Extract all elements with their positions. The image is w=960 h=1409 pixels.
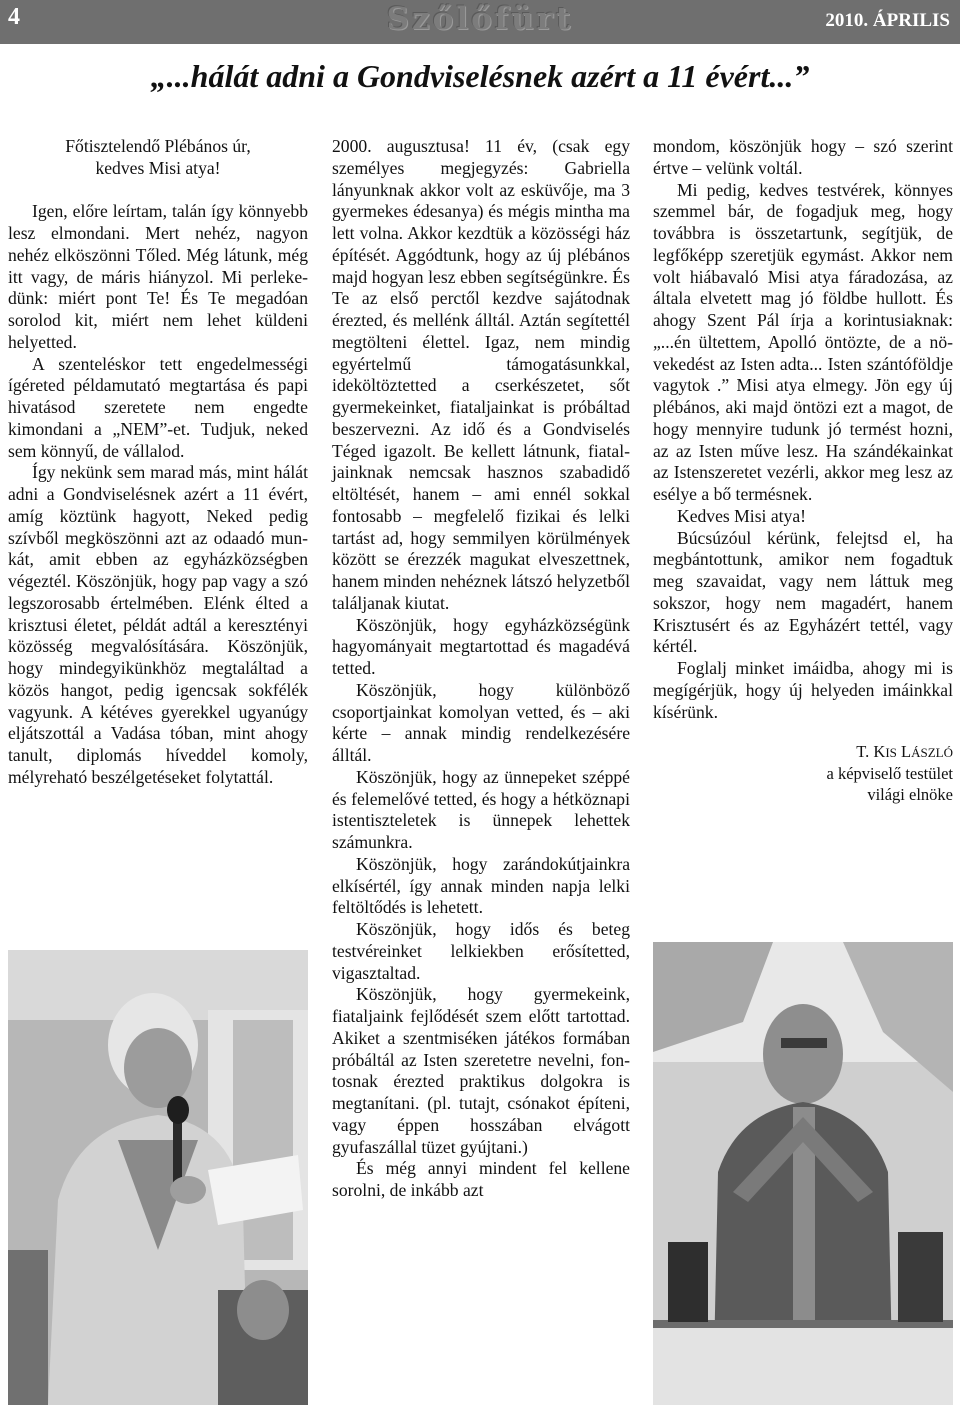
masthead-title: Szőlőfürt — [386, 1, 574, 37]
article-column-2 — [332, 136, 630, 1202]
blank-line — [8, 180, 308, 202]
paragraph: Köszönjük, hogy idős és beteg testvéreinket lelkiekben erősítetted, vigasztaltad. — [332, 919, 630, 983]
paragraph: És még annyi mindent fel kellene sorolni, de inkább azt — [332, 1158, 630, 1200]
paragraph: Búcsúzóul kérünk, felejtsd el, ha megbántottunk, amikor nem fogadtuk meg szavaidat, vagy nem láttuk meg sokszor, hogy nem magadért, hanem Krisztusért és az Egyházért tettél, vagy kértél. — [653, 527, 953, 657]
paragraph: A szenteléskor tett engedelmességi ígéreted példamutató megtartása és papi hivatásod szeretete nem engedte kimondani a „NEM”-et. Tudjuk, neked sem könnyű, de vállalod. — [8, 353, 308, 461]
paragraph: Foglalj minket imáidba, ahogy mi is megígérjük, hogy új helyeden imáinkkal kísérünk. — [653, 658, 953, 722]
paragraph: Köszönjük, hogy zarándokútjainkra elkísértél, így annak minden napja lelki feltöltődés is lehetett. — [332, 853, 630, 918]
signature-role-line-2: világi elnöke — [867, 785, 953, 805]
paragraph: Kedves Misi atya! — [677, 505, 806, 526]
signature-role-line-1: a képviselő testület — [826, 764, 953, 784]
article-column-3 — [653, 136, 953, 805]
photo-speaker-illustration — [8, 950, 308, 1405]
salutation-line-1: Főtisztelendő Plébános úr, — [65, 136, 251, 156]
page-header — [0, 0, 960, 44]
paragraph: Köszönjük, hogy az ünnepeket széppé és felemelővé tetted, és hogy a hétköznapi istentiszteletek is ünnepek lehettek számunkra. — [332, 766, 630, 852]
photo-speaker-with-microphone — [8, 950, 308, 1405]
paragraph: 2000. augusztusa! 11 év, (csak egy személyes megjegyzés: Gabriella lányunknak akkor volt az esküvője, ma 3 gyermekes édesanya) és mégis mintha ma lett volna. Akkor kezdtük a közösségi ház építését. Aggódtunk, hogy az új plébános majd hogyan lesz ebben segítségünkre. És Te az első perctől kezdve sajátodnak érezted, és mellénk álltál. Aztán segítettél megtölteni élettel. Igaz, nem mindig egyértelmű támogatásunkkal, ideköltöztetted a cserkészetet, sőt gyermekeinket, fiataljainkat is próbáltad beszervezni. Az idő és a Gondviselés Téged igazolt. Be kellett látnunk, fiataljainknak nemcsak hasznos szabadidő eltöltését, hanem – ami ennél sokkal fontosabb – megfelelő fizikai és lelki tartást ad, hogy semmilyen körülmények között se érezzék magukat elveszettnek, hanem minden nehéznek látszó helyzetből találjanak kiutat. — [332, 136, 631, 613]
paragraph: Mi pedig, kedves testvérek, könnyes szemmel bár, de fogadjuk meg, hogy továbbra is összetartunk, segítjük, de legfőképp szeretjük egymást. Akkor nem volt hiábavaló Misi atya fáradozása, az általa elvetett mag jó földbe hullott. És ahogy Szent Pál írja a korintusiaknak: „...én ültettem, Apolló öntözte, de a növekedést az Isten adta... Isten szántóföldje vagytok .” Misi atya elmegy. Jön egy új plébános, aki majd öntözi ezt a magot, de hogy mennyire tudunk jó termést hozni, az az Isten műve lesz. Ha szándékainkat az Istenszeretet vezérli, akkor meg lesz az esélye a bő termésnek. — [653, 179, 953, 504]
page-number: 4 — [8, 4, 20, 30]
paragraph: mondom, köszönjük hogy – szó szerint értve – velünk voltál. — [653, 136, 953, 178]
article-headline: „...hálát adni a Gondviselésnek azért a 11 évért...” — [150, 58, 810, 94]
paragraph: Köszönjük, hogy különböző csoportjainkat komolyan vetted, és – aki kérte – annak mindig rendelkezésére álltál. — [332, 679, 630, 765]
photo-priest-at-altar — [653, 942, 953, 1405]
paragraph: Köszönjük, hogy gyermekeink, fiataljaink fejlődését szem előtt tartottad. Akiket a szentmiséken játékos formában próbáltál az Isten szeretetre nevelni, fontosnak érezted praktikus dolgokra is megtanítani. (pl. tutajt, csónakot építeni, vagy éppen hosszában elvágott gyufaszállal tüzet gyújtani.) — [332, 984, 630, 1157]
paragraph: Igen, előre leírtam, talán így könnyebb lesz elmondani. Mert nehéz, nagyon nehéz elköszönni Tőled. Még látunk, még itt vagy, de máris hiányzol. Mi perlekedünk: miért pont Te! És Te megadóan sorolod kit, miért nem lehet küldeni helyetted. — [8, 201, 308, 352]
article-column-1 — [8, 136, 308, 789]
paragraph: Köszönjük, hogy egyházközségünk hagyományait megtartottad és magadévá tetted. — [332, 614, 630, 678]
paragraph: Így nekünk sem marad más, mint hálát adni a Gondviselésnek azért a 11 évért, amíg köztünk hagyott, Neked pedig szívből megköszönni azt az odaadó munkát, amit ebben az egyházközségben végeztél. Köszönjük, hogy pap vagy a szó legszorosabb értelmében. Elénk élted a krisztusi életet, példát adtál a keresztényi közösség megvalósítására. Köszönjük, hogy mindegyikünkhöz megtaláltad a közös hangot, pedig igencsak sokfélék vagyunk. A kétéves gyerekkel ugyanúgy eljátszottál a Vadása tóban, mint ahogy tanult, diplomás híveddel komoly, mélyreható beszélgetéseket folytattál. — [8, 462, 308, 787]
salutation-line-2: kedves Misi atya! — [95, 157, 221, 178]
signature-block — [653, 741, 953, 805]
photo-priest-illustration — [653, 942, 953, 1405]
issue-date: 2010. ÁPRILIS — [825, 10, 950, 31]
signature-name: T. KIS LÁSZLÓ — [856, 742, 953, 762]
